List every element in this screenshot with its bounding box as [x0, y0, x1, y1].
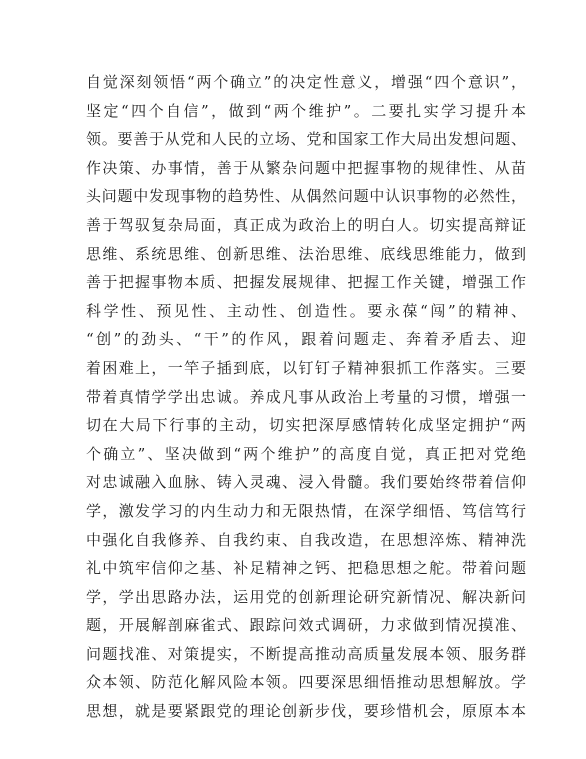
- text-line: 思维、系统思维、创新思维、法治思维、底线思维能力，做到: [86, 244, 526, 263]
- text-line: 领。要善于从党和人民的立场、党和国家工作大局出发想问题、: [86, 130, 526, 149]
- text-line: 问题找准、对策提实，不断提高推动高质量发展本领、服务群: [86, 644, 526, 663]
- text-line: 作决策、办事情，善于从繁杂问题中把握事物的规律性、从苗: [86, 158, 526, 177]
- text-line: 科学性、预见性、主动性、创造性。要永葆“闯”的精神、: [86, 301, 526, 320]
- text-line: 对忠诚融入血脉、铸入灵魂、浸入骨髓。我们要始终带着信仰: [86, 473, 526, 492]
- text-line: 自觉深刻领悟“两个确立”的决定性意义，增强“四个意识”，: [86, 73, 526, 91]
- text-line: 学，激发学习的内生动力和无限热情，在深学细悟、笃信笃行: [86, 501, 526, 520]
- text-line: 善于驾驭复杂局面，真正成为政治上的明白人。切实提高辩证: [86, 215, 526, 234]
- text-line: “创”的劲头、“干”的作风，跟着问题走、奔着矛盾去、迎: [86, 330, 526, 349]
- text-line: 个确立”、坚决做到“两个维护”的高度自觉，真正把对党绝: [86, 444, 526, 463]
- text-line: 中强化自我修养、自我约束、自我改造，在思想淬炼、精神洗: [86, 530, 526, 549]
- text-line: 头问题中发现事物的趋势性、从偶然问题中认识事物的必然性，: [86, 187, 526, 206]
- text-line: 带着真情学学出忠诚。养成凡事从政治上考量的习惯，增强一: [86, 387, 526, 406]
- text-line: 着困难上，一竿子插到底，以钉钉子精神狠抓工作落实。三要: [86, 358, 526, 377]
- text-line: 题，开展解剖麻雀式、跟踪问效式调研，力求做到情况摸准、: [86, 616, 526, 635]
- text-line: 坚定“四个自信”，做到“两个维护”。二要扎实学习提升本: [86, 101, 526, 120]
- text-line: 礼中筑牢信仰之基、补足精神之钙、把稳思想之舵。带着问题: [86, 559, 526, 578]
- text-line: 善于把握事物本质、把握发展规律、把握工作关键，增强工作: [86, 273, 526, 292]
- text-line: 学，学出思路办法，运用党的创新理论研究新情况、解决新问: [86, 587, 526, 606]
- text-line: 众本领、防范化解风险本领。四要深思细悟推动思想解放。学: [86, 673, 526, 692]
- text-line: 思想，就是要紧跟党的理论创新步伐，要珍惜机会，原原本本: [86, 702, 526, 721]
- body-text: [86, 68, 526, 726]
- text-line: 切在大局下行事的主动，切实把深厚感情转化成坚定拥护“两: [86, 416, 526, 435]
